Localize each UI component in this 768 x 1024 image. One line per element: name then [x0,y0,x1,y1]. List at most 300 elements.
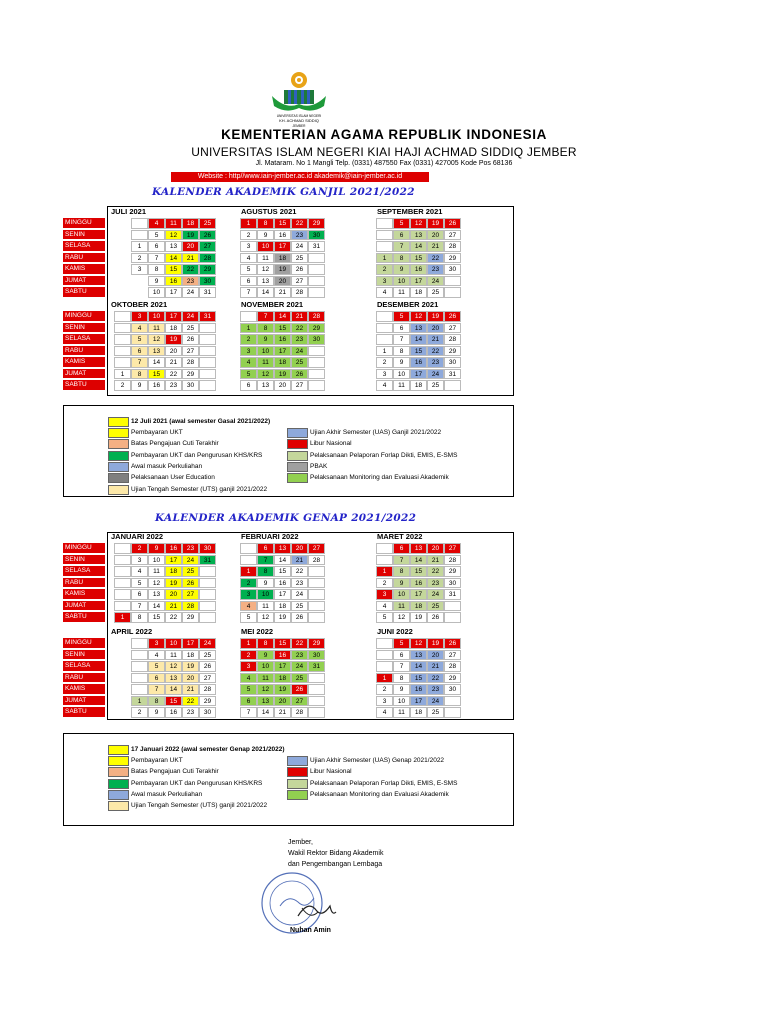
calendar-day-cell [376,241,393,252]
calendar-day-cell: 11 [393,707,410,718]
legend-swatch [108,462,129,472]
calendar-day-cell [444,380,461,391]
calendar-day-cell: 14 [148,357,165,368]
calendar-day-cell: 14 [410,661,427,672]
calendar-day-cell: 4 [240,253,257,264]
calendar-day-cell: 19 [427,218,444,229]
calendar-day-cell: 19 [165,334,182,345]
calendar-day-cell: 29 [308,323,325,334]
calendar-day-cell [114,543,131,554]
calendar-day-cell: 25 [291,601,308,612]
legend-swatch [287,462,308,472]
calendar-day-cell: 24 [291,346,308,357]
calendar-day-cell: 7 [240,707,257,718]
legend-swatch [108,439,129,449]
calendar-day-cell: 29 [444,673,461,684]
calendar-day-cell [308,380,325,391]
calendar-day-cell: 7 [257,555,274,566]
legend-label: PBAK [310,462,328,470]
calendar-day-cell: 27 [444,323,461,334]
legend-label: Pembayaran UKT [131,429,183,436]
legend-header: 12 Juli 2021 (awal semester Gasal 2021/2022) [131,418,271,425]
calendar-day-cell: 8 [257,323,274,334]
calendar-day-cell: 8 [393,673,410,684]
day-name-label: MINGGU [63,311,105,322]
calendar-day-cell: 4 [376,380,393,391]
calendar-day-cell: 15 [274,638,291,649]
calendar-day-cell: 8 [257,638,274,649]
calendar-day-cell [114,357,131,368]
calendar-day-cell: 18 [274,673,291,684]
calendar-day-cell: 14 [274,311,291,322]
calendar-day-cell: 3 [131,311,148,322]
calendar-day-cell: 5 [240,612,257,623]
legend-label: Awal masuk Perkuliahan [131,790,203,798]
calendar-day-cell: 26 [182,334,199,345]
calendar-day-cell: 23 [165,380,182,391]
calendar-day-cell: 12 [257,369,274,380]
legend-swatch [287,756,308,766]
calendar-day-cell: 19 [182,661,199,672]
signature-city: Jember, [288,839,313,846]
calendar-day-cell: 18 [274,601,291,612]
svg-text:JEMBER: JEMBER [292,124,306,128]
calendar-day-cell: 4 [376,707,393,718]
calendar-day-cell: 7 [148,253,165,264]
semester-title: KALENDER AKADEMIK GENAP 2021/2022 [155,512,417,524]
calendar-day-cell: 14 [148,601,165,612]
calendar-day-cell: 20 [165,346,182,357]
calendar-day-cell: 17 [410,696,427,707]
calendar-day-cell [131,218,148,229]
legend-label: Awal masuk Perkuliahan [131,462,203,470]
calendar-day-cell: 17 [165,287,182,298]
day-name-label: SENIN [63,323,105,334]
calendar-day-cell [308,566,325,577]
day-name-label: RABU [63,346,105,357]
calendar-day-cell: 13 [165,241,182,252]
legend-label: Ujian Akhir Semester (UAS) Ganjil 2021/2022 [310,429,442,436]
calendar-day-cell: 26 [182,578,199,589]
calendar-day-cell [199,566,216,577]
calendar-day-cell: 1 [376,346,393,357]
calendar-day-cell: 23 [427,264,444,275]
calendar-day-cell [308,264,325,275]
calendar-day-cell [308,357,325,368]
legend-swatch [108,745,129,755]
calendar-day-cell: 6 [393,323,410,334]
day-name-label: KAMIS [63,264,105,275]
calendar-day-cell: 1 [240,218,257,229]
calendar-day-cell: 18 [410,707,427,718]
university-address: Jl. Mataram. No 1 Mangli Telp. (0331) 487550 Fax (0331) 427005 Kode Pos 68136 [255,160,513,167]
calendar-day-cell: 24 [427,276,444,287]
calendar-day-cell: 2 [376,684,393,695]
calendar-day-cell: 29 [444,253,461,264]
calendar-day-cell: 20 [427,650,444,661]
calendar-day-cell: 30 [308,230,325,241]
calendar-day-cell: 5 [148,230,165,241]
calendar-day-cell: 25 [291,253,308,264]
calendar-day-cell: 24 [182,555,199,566]
calendar-day-cell: 1 [240,638,257,649]
calendar-day-cell: 9 [131,380,148,391]
calendar-day-cell: 14 [257,287,274,298]
calendar-day-cell: 22 [182,264,199,275]
calendar-day-cell: 30 [444,264,461,275]
calendar-day-cell: 26 [444,638,461,649]
calendar-day-cell: 23 [182,543,199,554]
calendar-day-cell: 31 [199,555,216,566]
calendar-day-cell: 9 [257,230,274,241]
calendar-day-cell: 24 [291,589,308,600]
calendar-day-cell [308,253,325,264]
legend-label: Pelaksanaan Pelaporan Forlap Dikti, EMIS, E-SMS [310,779,458,787]
calendar-day-cell: 8 [257,566,274,577]
day-name-label: SELASA [63,661,105,672]
calendar-day-cell: 7 [393,661,410,672]
calendar-day-cell: 1 [114,612,131,623]
calendar-day-cell: 20 [182,241,199,252]
calendar-day-cell: 3 [131,264,148,275]
legend-label: Pelaksanaan Monitoring dan Evaluasi Akademik [310,790,449,798]
calendar-day-cell: 2 [114,380,131,391]
calendar-day-cell [199,323,216,334]
ministry-title: KEMENTERIAN AGAMA REPUBLIK INDONESIA [221,127,547,142]
calendar-day-cell [308,673,325,684]
calendar-day-cell: 21 [427,555,444,566]
month-label: MARET 2022 [377,532,423,541]
calendar-day-cell: 21 [427,334,444,345]
calendar-day-cell: 8 [148,264,165,275]
legend-swatch [108,767,129,777]
month-label: MEI 2022 [241,627,274,636]
calendar-day-cell: 15 [274,566,291,577]
calendar-day-cell: 16 [274,650,291,661]
calendar-day-cell: 16 [410,684,427,695]
calendar-day-cell: 1 [114,369,131,380]
calendar-day-cell: 7 [257,311,274,322]
calendar-day-cell: 2 [240,650,257,661]
calendar-day-cell: 8 [148,696,165,707]
calendar-day-cell [114,589,131,600]
calendar-day-cell: 16 [165,276,182,287]
legend-swatch [287,473,308,483]
calendar-day-cell: 23 [291,578,308,589]
calendar-day-cell: 5 [148,661,165,672]
calendar-day-cell: 1 [240,566,257,577]
calendar-day-cell: 24 [427,696,444,707]
website-bar: Website : http//www.iain-jember.ac.id akademik@iain-jember.ac.id [171,172,429,182]
university-name: UNIVERSITAS ISLAM NEGERI KIAI HAJI ACHMAD SIDDIQ JEMBER [191,145,577,159]
calendar-day-cell: 20 [274,696,291,707]
calendar-day-cell: 25 [199,650,216,661]
month-label: FEBRUARI 2022 [241,532,299,541]
calendar-day-cell: 22 [427,673,444,684]
calendar-day-cell: 15 [410,253,427,264]
day-name-label: SABTU [63,287,105,298]
calendar-day-cell: 8 [393,253,410,264]
legend-label: Pembayaran UKT [131,757,183,764]
calendar-day-cell: 2 [240,334,257,345]
calendar-day-cell: 11 [393,601,410,612]
calendar-day-cell: 10 [257,241,274,252]
calendar-day-cell: 28 [444,555,461,566]
calendar-day-cell: 28 [291,707,308,718]
day-name-label: SABTU [63,380,105,391]
calendar-day-cell: 6 [148,241,165,252]
calendar-day-cell: 4 [376,287,393,298]
calendar-day-cell: 15 [148,612,165,623]
calendar-day-cell: 8 [257,218,274,229]
day-name-label: KAMIS [63,684,105,695]
calendar-day-cell: 2 [131,707,148,718]
day-name-label: RABU [63,578,105,589]
calendar-day-cell: 13 [165,673,182,684]
calendar-day-cell: 21 [291,311,308,322]
calendar-day-cell [114,311,131,322]
calendar-day-cell: 26 [291,684,308,695]
calendar-day-cell: 18 [165,566,182,577]
legend-label: Pelaksanaan Pelaporan Forlap Dikti, EMIS, E-SMS [310,451,458,459]
calendar-day-cell: 7 [393,334,410,345]
calendar-day-cell: 4 [131,566,148,577]
calendar-day-cell: 18 [165,323,182,334]
calendar-day-cell: 12 [393,612,410,623]
calendar-day-cell [444,707,461,718]
calendar-day-cell: 29 [199,264,216,275]
calendar-day-cell: 13 [257,696,274,707]
day-name-label: SELASA [63,334,105,345]
calendar-day-cell: 27 [182,346,199,357]
signature-position: Wakil Rektor Bidang Akademik [288,850,384,857]
calendar-day-cell: 5 [131,578,148,589]
calendar-day-cell: 26 [444,311,461,322]
calendar-day-cell: 30 [199,707,216,718]
calendar-day-cell: 12 [257,264,274,275]
calendar-day-cell: 12 [410,638,427,649]
calendar-day-cell: 29 [308,218,325,229]
legend-swatch [108,485,129,495]
calendar-day-cell: 24 [182,311,199,322]
legend-swatch [287,790,308,800]
calendar-day-cell: 10 [148,287,165,298]
calendar-day-cell [114,323,131,334]
calendar-day-cell: 10 [393,276,410,287]
legend-swatch [287,428,308,438]
calendar-day-cell: 20 [427,543,444,554]
calendar-day-cell: 1 [131,696,148,707]
calendar-day-cell [308,287,325,298]
calendar-day-cell: 17 [274,346,291,357]
calendar-day-cell: 20 [182,673,199,684]
calendar-day-cell: 10 [148,311,165,322]
calendar-day-cell: 24 [199,638,216,649]
calendar-day-cell: 11 [257,253,274,264]
calendar-day-cell: 9 [148,276,165,287]
month-label: JANUARI 2022 [111,532,164,541]
calendar-day-cell: 7 [131,357,148,368]
day-name-label: MINGGU [63,218,105,229]
calendar-day-cell: 20 [274,380,291,391]
calendar-day-cell [131,230,148,241]
calendar-day-cell: 11 [257,673,274,684]
month-label: NOVEMBER 2021 [241,300,304,309]
day-name-label: JUMAT [63,601,105,612]
calendar-day-cell: 4 [148,650,165,661]
calendar-day-cell: 29 [182,369,199,380]
calendar-day-cell: 4 [131,323,148,334]
legend-label: Batas Pengajuan Cuti Terakhir [131,440,219,448]
calendar-day-cell: 29 [444,566,461,577]
legend-label: Libur Nasional [310,768,352,776]
calendar-day-cell: 3 [240,661,257,672]
calendar-day-cell: 10 [393,369,410,380]
calendar-day-cell: 22 [165,612,182,623]
calendar-day-cell: 16 [148,380,165,391]
calendar-day-cell: 23 [427,684,444,695]
calendar-day-cell: 13 [410,543,427,554]
calendar-day-cell: 23 [182,707,199,718]
calendar-day-cell: 9 [393,578,410,589]
calendar-day-cell: 12 [165,661,182,672]
calendar-day-cell: 8 [393,346,410,357]
calendar-day-cell: 9 [257,334,274,345]
calendar-day-cell: 21 [165,601,182,612]
calendar-day-cell: 22 [291,218,308,229]
calendar-day-cell [308,578,325,589]
calendar-day-cell: 16 [410,264,427,275]
calendar-day-cell: 22 [427,566,444,577]
calendar-day-cell: 17 [274,589,291,600]
calendar-day-cell: 6 [393,650,410,661]
legend-label: Libur Nasional [310,440,352,448]
calendar-day-cell: 21 [182,684,199,695]
calendar-day-cell: 9 [148,707,165,718]
day-name-label: SABTU [63,707,105,718]
calendar-day-cell: 21 [274,287,291,298]
calendar-day-cell [444,287,461,298]
day-name-label: MINGGU [63,543,105,554]
calendar-day-cell: 3 [131,555,148,566]
calendar-day-cell: 7 [148,684,165,695]
calendar-day-cell: 13 [148,589,165,600]
calendar-day-cell: 31 [308,241,325,252]
calendar-day-cell: 17 [410,589,427,600]
calendar-day-cell: 17 [182,638,199,649]
calendar-day-cell: 14 [410,555,427,566]
calendar-day-cell: 10 [148,555,165,566]
calendar-day-cell: 28 [308,555,325,566]
calendar-day-cell: 3 [376,369,393,380]
calendar-day-cell: 23 [291,650,308,661]
calendar-day-cell: 15 [274,323,291,334]
calendar-day-cell: 29 [199,696,216,707]
calendar-day-cell: 1 [131,241,148,252]
calendar-day-cell: 20 [427,230,444,241]
legend-swatch [287,767,308,777]
calendar-day-cell [240,543,257,554]
calendar-day-cell: 31 [444,369,461,380]
calendar-day-cell: 25 [182,566,199,577]
calendar-day-cell: 6 [393,230,410,241]
calendar-day-cell: 1 [240,323,257,334]
calendar-day-cell [376,638,393,649]
calendar-day-cell: 19 [274,684,291,695]
calendar-day-cell: 12 [165,230,182,241]
calendar-day-cell: 16 [165,543,182,554]
calendar-day-cell [114,346,131,357]
calendar-day-cell: 20 [274,276,291,287]
calendar-day-cell: 7 [393,555,410,566]
day-name-label: JUMAT [63,276,105,287]
month-label: SEPTEMBER 2021 [377,207,443,216]
calendar-day-cell: 2 [240,578,257,589]
calendar-day-cell [376,230,393,241]
calendar-day-cell: 6 [148,673,165,684]
calendar-day-cell: 27 [444,230,461,241]
calendar-day-cell: 11 [393,287,410,298]
calendar-day-cell: 22 [165,369,182,380]
calendar-day-cell: 21 [291,555,308,566]
calendar-day-cell: 9 [393,264,410,275]
month-label: DESEMBER 2021 [377,300,439,309]
calendar-day-cell [308,276,325,287]
calendar-day-cell: 9 [257,650,274,661]
calendar-day-cell: 24 [291,661,308,672]
calendar-day-cell: 9 [393,357,410,368]
calendar-day-cell: 22 [427,253,444,264]
calendar-day-cell: 12 [148,334,165,345]
calendar-day-cell: 19 [182,230,199,241]
calendar-day-cell: 3 [376,589,393,600]
calendar-day-cell: 12 [148,578,165,589]
calendar-day-cell: 21 [182,253,199,264]
calendar-day-cell [131,650,148,661]
calendar-day-cell: 28 [444,241,461,252]
calendar-day-cell: 3 [148,638,165,649]
calendar-day-cell: 26 [427,612,444,623]
calendar-day-cell: 3 [240,241,257,252]
calendar-day-cell: 28 [199,253,216,264]
calendar-day-cell [308,601,325,612]
calendar-day-cell: 25 [199,218,216,229]
legend-swatch [108,790,129,800]
calendar-day-cell: 13 [257,380,274,391]
calendar-day-cell: 11 [257,601,274,612]
calendar-day-cell: 19 [427,638,444,649]
calendar-day-cell: 28 [182,601,199,612]
calendar-day-cell: 30 [182,380,199,391]
day-name-label: JUMAT [63,696,105,707]
calendar-day-cell: 26 [291,612,308,623]
calendar-day-cell [131,638,148,649]
calendar-day-cell: 10 [165,638,182,649]
calendar-day-cell: 19 [274,264,291,275]
calendar-day-cell: 11 [393,380,410,391]
calendar-day-cell: 19 [410,612,427,623]
calendar-day-cell: 11 [165,218,182,229]
calendar-day-cell: 19 [427,311,444,322]
calendar-day-cell: 16 [410,357,427,368]
calendar-day-cell: 19 [274,369,291,380]
calendar-day-cell [131,684,148,695]
calendar-day-cell: 25 [291,673,308,684]
calendar-day-cell: 27 [308,543,325,554]
calendar-day-cell: 3 [376,276,393,287]
calendar-day-cell: 15 [410,673,427,684]
calendar-day-cell: 12 [410,218,427,229]
